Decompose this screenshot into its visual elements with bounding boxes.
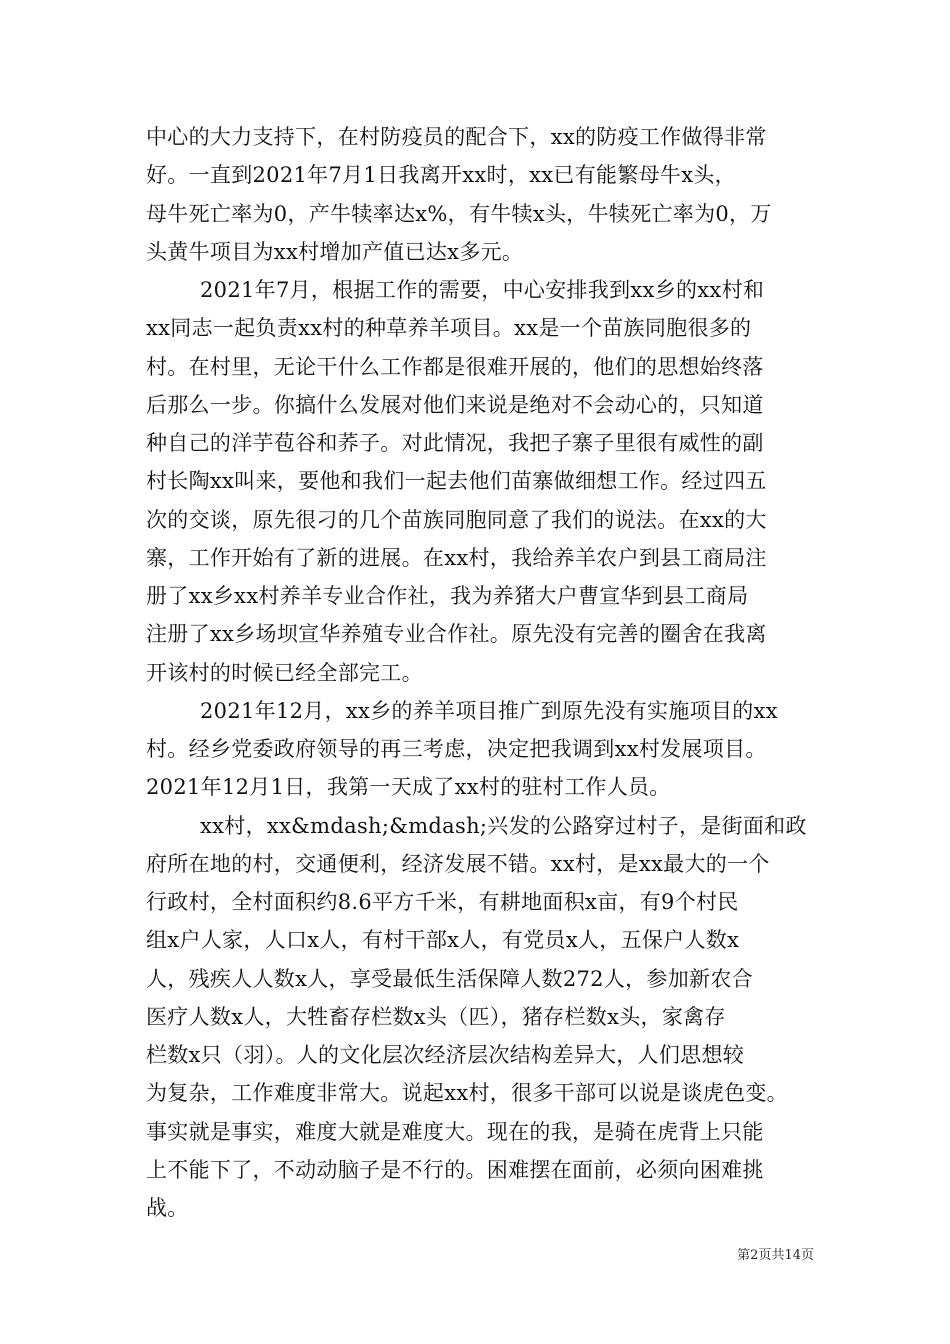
text-line: xx同志一起负责xx村的种草养羊项目。xx是一个苗族同胞很多的 [146, 316, 752, 341]
text-line: 事实就是事实，难度大就是难度大。现在的我，是骑在虎背上只能 [146, 1119, 764, 1144]
text-line: 母牛死亡率为0，产牛犊率达x%，有牛犊x头，牛犊死亡率为0，万 [146, 201, 772, 226]
text-line: 册了xx乡xx村养羊专业合作社，我为养猪大户曹宣华到县工商局 [146, 584, 749, 608]
text-line: 注册了xx乡场坝宣华养殖专业合作社。原先没有完善的圈舍在我离 [146, 622, 767, 647]
text-line: 寨，工作开始有了新的进展。在xx村，我给养羊农户到县工商局注 [146, 545, 767, 570]
text-line: 府所在地的村，交通便利，经济发展不错。xx村，是xx最大的一个 [146, 851, 770, 876]
text-line: 人，残疾人人数x人，享受最低生活保障人数272人，参加新农合 [146, 966, 753, 991]
text-line: 种自己的洋芋苞谷和荞子。对此情况，我把子寨子里很有威性的副 [146, 431, 764, 455]
paragraph-start-line: 2021年7月，根据工作的需要，中心安排我到xx乡的xx村和 [200, 278, 765, 302]
text-line: 为复杂，工作难度非常大。说起xx村，很多干部可以说是谈虎色变。 [146, 1081, 788, 1106]
text-line: 头黄牛项目为xx村增加产值已达x多元。 [146, 239, 524, 264]
text-line: 行政村，全村面积约8.6平方千米，有耕地面积x亩，有9个村民 [146, 890, 739, 914]
text-line: 医疗人数x人，大牲畜存栏数x头（匹），猪存栏数x头，家禽存 [146, 1004, 726, 1029]
page-number: 第2页共14页 [737, 1248, 814, 1263]
text-line: 村。在村里，无论干什么工作都是很难开展的，他们的思想始终落 [146, 354, 764, 379]
text-line: 村。经乡党委政府领导的再三考虑，决定把我调到xx村发展项目。 [146, 737, 767, 761]
text-line: 好。一直到2021年7月1日我离开xx时，xx已有能繁母牛x头， [146, 163, 736, 188]
text-line: 开该村的时候已经全部完工。 [146, 660, 423, 685]
text-line: 中心的大力支持下，在村防疫员的配合下，xx的防疫工作做得非常 [146, 125, 767, 149]
text-line: 组x户人家，人口x人，有村干部x人，有党员x人，五保户人数x [146, 928, 740, 953]
text-line: 后那么一步。你搞什么发展对他们来说是绝对不会动心的，只知道 [146, 392, 764, 417]
text-line: 栏数x只（羽）。人的文化层次经济层次结构差异大，人们思想较 [146, 1043, 745, 1067]
text-line: 2021年12月1日，我第一天成了xx村的驻村工作人员。 [146, 775, 671, 800]
paragraph-start-line: xx村，xx&mdash;&mdash;兴发的公路穿过村子，是街面和政 [200, 813, 807, 838]
text-line: 战。 [146, 1196, 189, 1220]
paragraph-start-line: 2021年12月，xx乡的养羊项目推广到原先没有实施项目的xx [200, 698, 778, 723]
body-text [146, 118, 812, 1227]
text-line: 上不能下了，不动动脑子是不行的。困难摆在面前，必须向困难挑 [146, 1157, 764, 1182]
text-line: 村长陶xx叫来，要他和我们一起去他们苗寨做细想工作。经过四五 [146, 469, 767, 494]
text-line: 次的交谈，原先很刁的几个苗族同胞同意了我们的说法。在xx的大 [146, 507, 767, 532]
